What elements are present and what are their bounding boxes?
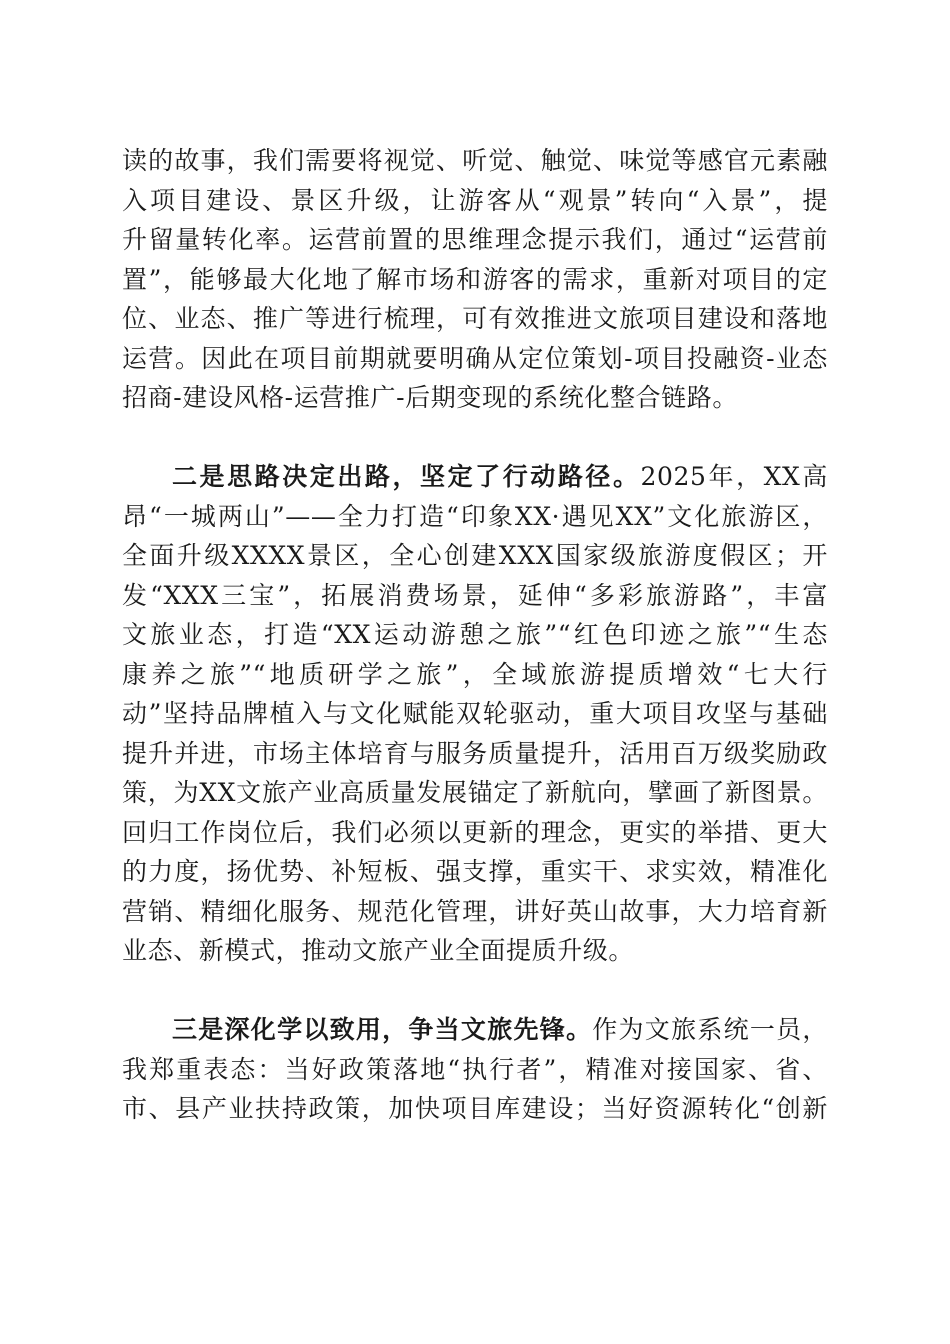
text-line: 策，为XX文旅产业高质量发展锚定了新航向，擘画了新图景。 (122, 778, 828, 807)
text-line: 提升并进，市场主体培育与服务质量提升，活用百万级奖励政 (122, 738, 828, 768)
text-line: 读的故事，我们需要将视觉、听觉、触觉、味觉等感官元素融 (122, 146, 828, 175)
text-line: 营销、精细化服务、规范化管理，讲好英山故事，大力培育新 (122, 896, 828, 926)
paragraph-heading: 三是深化学以致用，争当文旅先锋。 (172, 1015, 593, 1044)
text-line: 市、县产业扶持政策，加快项目库建设；当好资源转化“创新 (122, 1094, 828, 1123)
text-line: 文旅业态，打造“XX运动游憩之旅”“红色印迹之旅”“生态 (122, 620, 828, 649)
paragraph-first-line-text: 2025年，XX高 (640, 462, 828, 491)
text-line: 入项目建设、景区升级，让游客从“观景”转向“入景”，提 (122, 185, 828, 215)
text-line: 动”坚持品牌植入与文化赋能双轮驱动，重大项目攻坚与基础 (122, 699, 828, 728)
paragraph-first-line (122, 1010, 828, 1050)
text-line: 昂“一城两山”——全力打造“印象XX·遇见XX”文化旅游区， (122, 501, 828, 531)
text-line: 位、业态、推广等进行梳理，可有效推进文旅项目建设和落地 (122, 304, 828, 333)
text-line: 回归工作岗位后，我们必须以更新的理念，更实的举措、更大 (122, 817, 828, 847)
text-line: 我郑重表态：当好政策落地“执行者”，精准对接国家、省、 (122, 1054, 828, 1084)
text-line: 全面升级XXXX景区，全心创建XXX国家级旅游度假区；开 (122, 541, 828, 570)
paragraph-first-line-text: 作为文旅系统一员， (592, 1015, 828, 1044)
text-line: 升留量转化率。运营前置的思维理念提示我们，通过“运营前 (122, 225, 828, 254)
paragraph-heading: 二是思路决定出路，坚定了行动路径。 (172, 462, 641, 491)
text-line: 置”，能够最大化地了解市场和游客的需求，重新对项目的定 (122, 264, 828, 294)
text-line: 业态、新模式，推动文旅产业全面提质升级。 (122, 936, 635, 965)
paragraph-1 (122, 141, 828, 418)
paragraph-2 (122, 457, 828, 971)
text-line: 发“XXX三宝”，拓展消费场景，延伸“多彩旅游路”，丰富 (122, 580, 828, 610)
paragraph-first-line (122, 457, 828, 497)
paragraph-3 (122, 1010, 828, 1129)
text-line: 康养之旅”“地质研学之旅”，全域旅游提质增效“七大行 (122, 659, 828, 689)
text-line: 招商-建设风格-运营推广-后期变现的系统化整合链路。 (122, 383, 738, 412)
text-line: 运营。因此在项目前期就要明确从定位策划-项目投融资-业态 (122, 343, 828, 373)
text-line: 的力度，扬优势、补短板、强支撑，重实干、求实效，精准化 (122, 857, 828, 886)
